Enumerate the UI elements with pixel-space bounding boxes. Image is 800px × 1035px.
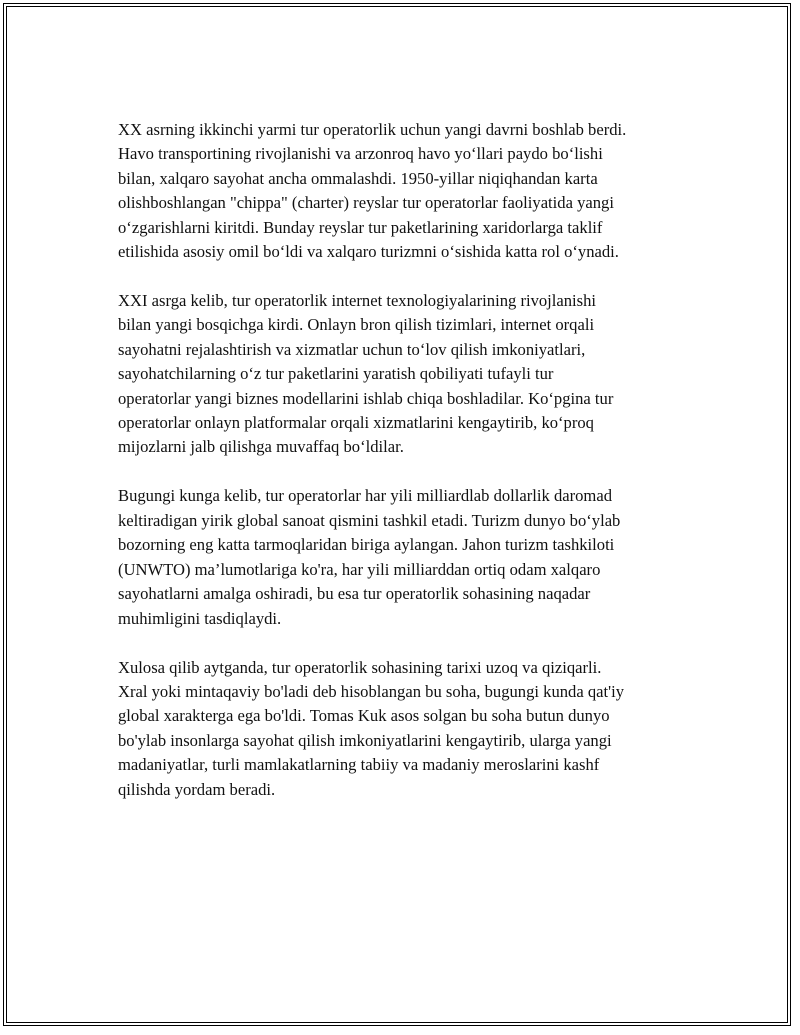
paragraph-line: Xulosa qilib aytganda, tur operatorlik sohasining tarixi uzoq va qiziqarli. (118, 657, 602, 677)
paragraph-line: sayohatlarni amalga oshiradi, bu esa tur operatorlik sohasining naqadar (118, 584, 591, 604)
paragraph-line: Bugungi kunga kelib, tur operatorlar har yili milliardlab dollarlik daromad (118, 486, 612, 506)
paragraph-line: Havo transportining rivojlanishi va arzonroq havo yo‘llari paydo bo‘lishi (118, 144, 603, 164)
paragraph-line: Xral yoki mintaqaviy bo'ladi deb hisoblangan bu soha, bugungi kunda qat'iy (118, 681, 625, 701)
paragraph-line: operatorlar onlayn platformalar orqali xizmatlarini kengaytirib, ko‘proq (118, 413, 594, 433)
paragraph-line: madaniyatlar, turli mamlakatlarning tabiiy va madaniy meroslarini kashf (118, 755, 600, 775)
paragraph-3 (118, 484, 708, 630)
paragraph-line: operatorlar yangi biznes modellarini ishlab chiqa boshladilar. Ko‘pgina tur (118, 388, 614, 408)
paragraph-line: bo'ylab insonlarga sayohat qilish imkoniyatlarini kengaytirib, ularga yangi (118, 730, 612, 750)
paragraph-line: etilishida asosiy omil bo‘ldi va xalqaro turizmni o‘sishida katta rol o‘ynadi. (118, 242, 619, 262)
paragraph-line: global xarakterga ega bo'ldi. Tomas Kuk asos solgan bu soha butun dunyo (118, 706, 610, 726)
paragraph-4 (118, 656, 708, 802)
paragraph-line: mijozlarni jalb qilishga muvaffaq bo‘ldilar. (118, 437, 404, 457)
paragraph-1 (118, 118, 708, 264)
paragraph-line: XX asrning ikkinchi yarmi tur operatorlik uchun yangi davrni boshlab berdi. (118, 120, 627, 139)
paragraph-line: bilan yangi bosqichga kirdi. Onlayn bron qilish tizimlari, internet orqali (118, 315, 595, 335)
paragraph-line: (UNWTO) ma’lumotlariga ko'ra, har yili milliarddan ortiq odam xalqaro (118, 559, 601, 579)
paragraph-line: sayohatchilarning o‘z tur paketlarini yaratish qobiliyati tufayli tur (118, 364, 554, 384)
paragraph-line: sayohatni rejalashtirish va xizmatlar uchun to‘lov qilish imkoniyatlari, (118, 339, 586, 359)
paragraph-line: olishboshlangan "chippa" (charter) reyslar tur operatorlar faoliyatida yangi (118, 193, 614, 213)
paragraph-line: bozorning eng katta tarmoqlaridan biriga aylangan. Jahon turizm tashkiloti (118, 535, 615, 555)
paragraph-line: muhimligini tasdiqlaydi. (118, 608, 282, 628)
paragraph-line: qilishda yordam beradi. (118, 779, 276, 799)
paragraph-line: bilan, xalqaro sayohat ancha ommalashdi. 1950-yillar niqiqhandan karta (118, 168, 598, 188)
paragraph-line: XXI asrga kelib, tur operatorlik internet texnologiyalarining rivojlanishi (118, 291, 597, 311)
paragraph-line: o‘zgarishlarni kiritdi. Bunday reyslar tur paketlarining xaridorlarga taklif (118, 217, 603, 237)
paragraph-2 (118, 289, 708, 460)
document-body (118, 118, 708, 827)
paragraph-line: keltiradigan yirik global sanoat qismini tashkil etadi. Turizm dunyo bo‘ylab (118, 510, 621, 530)
